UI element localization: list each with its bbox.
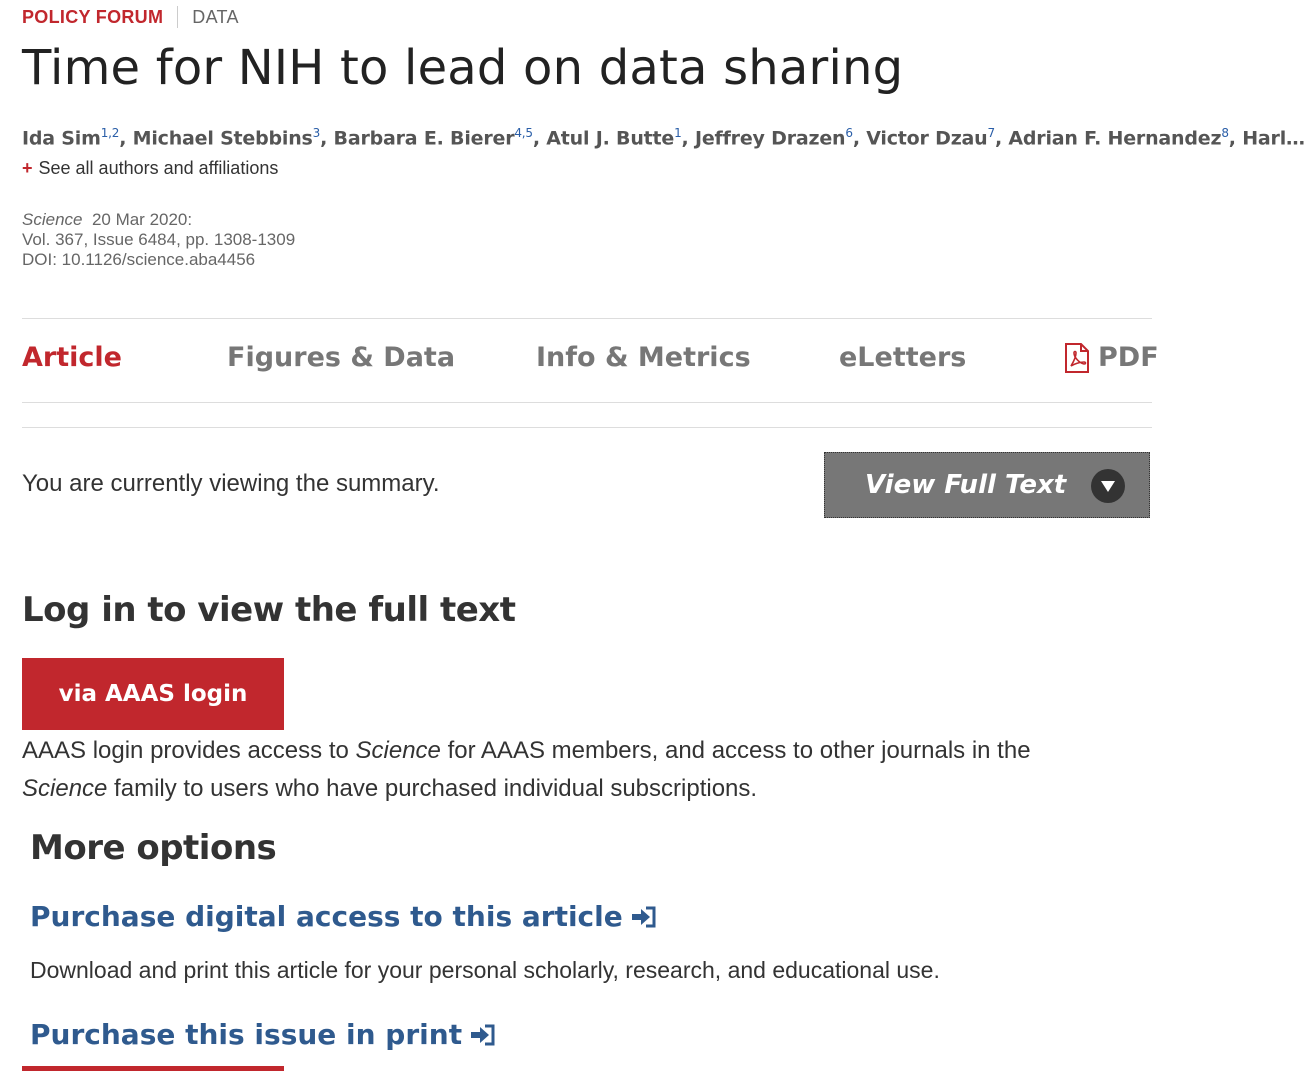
tab-figures-data[interactable]: Figures & Data	[227, 342, 456, 373]
article-title: Time for NIH to lead on data sharing	[22, 40, 904, 96]
journal-name: Science	[22, 210, 83, 229]
author-affiliation[interactable]: 4,5	[514, 126, 533, 140]
tab-eletters[interactable]: eLetters	[839, 342, 967, 373]
author-link[interactable]: Ida Sim	[22, 127, 101, 150]
more-options-heading: More options	[30, 828, 277, 868]
journal-name-italic: Science	[355, 737, 441, 764]
purchase-digital-description: Download and print this article for your personal scholarly, research, and educational use.	[30, 957, 940, 983]
see-all-authors-toggle[interactable]	[22, 158, 278, 179]
citation-volume: Vol. 367, Issue 6484, pp. 1308-1309	[22, 230, 296, 249]
see-all-authors-label: See all authors and affiliations	[38, 158, 279, 178]
purchase-print-label: Purchase this issue in print	[30, 1018, 463, 1051]
tab-info-metrics[interactable]: Info & Metrics	[536, 342, 751, 373]
author-affiliation[interactable]: 3	[312, 126, 321, 140]
view-full-text-button[interactable]	[824, 452, 1150, 518]
author-affiliation[interactable]: 7	[987, 126, 995, 140]
journal-name-italic: Science	[22, 775, 108, 802]
author-link[interactable]: Atul J. Butte	[546, 127, 675, 150]
view-full-text-label: View Full Text	[865, 470, 1067, 500]
sign-in-icon	[470, 1024, 496, 1046]
citation-doi: DOI: 10.1126/science.aba4456	[22, 250, 256, 269]
section-divider	[177, 6, 178, 28]
citation-block	[22, 210, 295, 270]
summary-divider	[22, 427, 1152, 428]
pdf-icon	[1064, 343, 1090, 373]
caret-down-icon	[1091, 469, 1125, 503]
section-label	[22, 6, 239, 28]
article-tabs	[22, 320, 1159, 402]
author-link[interactable]: Michael Stebbins	[132, 127, 313, 150]
sign-in-icon	[631, 906, 657, 928]
author-link[interactable]: Harl…	[1242, 127, 1305, 150]
desc-text: family to users who have purchased individual subscriptions.	[107, 775, 758, 802]
author-affiliation[interactable]: 6	[845, 126, 853, 140]
tab-pdf[interactable]	[1064, 342, 1159, 373]
author-link[interactable]: Victor Dzau	[866, 127, 988, 150]
next-button-edge	[22, 1066, 284, 1071]
author-affiliation[interactable]: 1,2	[100, 126, 120, 140]
author-list: Ida Sim$^{1,2}$, Michael Stebbins$^3$, Barbara E. Bierer$^{4,5}$, Atul J. Butte$^1$, Jeffrey Drazen$^6$, Victor Dzau$^7$, Adrian F. Hernandez$^8$, Harl…	[22, 126, 1305, 150]
tab-article[interactable]: Article	[22, 342, 122, 373]
desc-text: for AAAS members, and access to other journals in the	[440, 737, 1031, 764]
aaas-login-button[interactable]: via AAAS login	[22, 658, 284, 730]
author-link[interactable]: Barbara E. Bierer	[333, 127, 515, 150]
login-heading: Log in to view the full text	[22, 590, 516, 630]
author-affiliation[interactable]: 8	[1221, 126, 1229, 140]
purchase-digital-label: Purchase digital access to this article	[30, 900, 623, 933]
author-link[interactable]: Adrian F. Hernandez	[1008, 127, 1222, 150]
author-affiliation[interactable]: 1	[674, 126, 682, 140]
purchase-print-issue-link[interactable]	[30, 1018, 496, 1051]
tabs-bottom-divider	[22, 402, 1152, 403]
plus-icon: +	[22, 158, 33, 178]
tab-pdf-label: PDF	[1098, 342, 1159, 373]
purchase-digital-access-link[interactable]	[30, 900, 657, 933]
desc-text: AAAS login provides access to	[22, 737, 356, 764]
aaas-login-description	[22, 732, 1162, 808]
author-link[interactable]: Jeffrey Drazen	[694, 127, 846, 150]
section-secondary[interactable]: DATA	[192, 6, 239, 27]
citation-line-journal	[22, 210, 295, 230]
section-primary[interactable]: POLICY FORUM	[22, 6, 164, 27]
summary-notice: You are currently viewing the summary.	[22, 470, 440, 497]
publication-date: 20 Mar 2020:	[91, 210, 193, 229]
tabs-top-divider	[22, 318, 1152, 319]
